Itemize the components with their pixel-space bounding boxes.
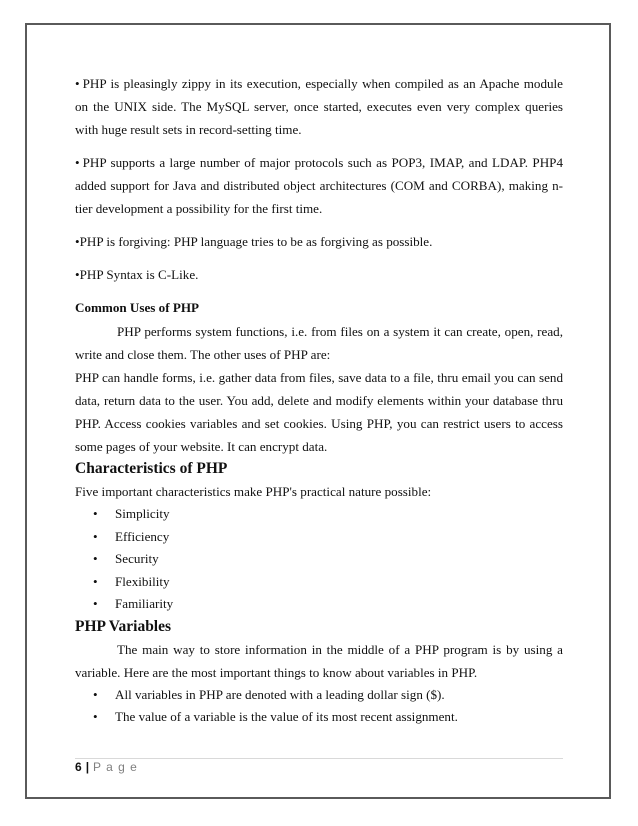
bullet-icon: • <box>93 528 98 544</box>
characteristics-heading: Characteristics of PHP <box>75 460 228 477</box>
variables-list <box>75 684 563 729</box>
bullet-icon: • <box>93 573 98 589</box>
characteristics-intro: Five important characteristics make PHP's practical nature possible: <box>75 484 432 499</box>
common-uses-body: PHP can handle forms, i.e. gather data from files, save data to a file, thru email you can send data, return data to the user. You add, delete and modify elements within your database thru PHP. Access cookies variables and set cookies. Using PHP, you can restrict users to access some pages of your website. It can encrypt data. <box>75 370 563 454</box>
bullet-icon: • <box>93 506 98 521</box>
common-uses-heading: Common Uses of PHP <box>75 300 200 315</box>
page-label: P a g e <box>93 760 138 774</box>
variables-intro: The main way to store information in the middle of a PHP program is by using a variable. Here are the most important things to know about variables in PHP. <box>75 641 563 680</box>
bullet-icon: • <box>75 76 80 91</box>
intro-bullet-text: PHP is pleasingly zippy in its execution, especially when compiled as an Apache module on the UNIX side. The MySQL server, once started, executes even very complex queries with huge result sets in record-setting time. <box>75 76 563 137</box>
intro-bullet-text: PHP Syntax is C-Like. <box>79 267 199 282</box>
intro-bullet-3 <box>75 230 563 253</box>
list-item: • Flexibility <box>75 571 563 594</box>
page-footer <box>75 760 138 774</box>
bullet-icon: • <box>93 596 98 611</box>
bullet-icon: • <box>93 709 98 724</box>
page-number: 6 <box>75 760 83 774</box>
list-item: • Efficiency <box>75 526 563 549</box>
intro-bullet-1 <box>75 72 563 141</box>
bullet-icon: • <box>93 551 98 566</box>
bullet-icon: • <box>75 155 80 170</box>
bullet-icon: • <box>75 234 80 249</box>
intro-bullet-text: PHP supports a large number of major protocols such as POP3, IMAP, and LDAP. PHP4 added support for Java and distributed object architectures (COM and CORBA), making n-tier development a possibility for the first time. <box>75 155 563 216</box>
bullet-icon: • <box>93 686 98 702</box>
common-uses-intro: PHP performs system functions, i.e. from files on a system it can create, open, read, write and close them. The other uses of PHP are: <box>75 324 563 362</box>
characteristics-list <box>75 503 563 616</box>
footer-divider <box>75 758 563 759</box>
intro-bullet-4 <box>75 263 563 286</box>
intro-bullet-text: PHP is forgiving: PHP language tries to be as forgiving as possible. <box>79 234 433 249</box>
list-item: • All variables in PHP are denoted with a leading dollar sign ($). <box>75 684 563 707</box>
list-item: • Simplicity <box>75 503 563 526</box>
intro-bullet-2 <box>75 151 563 220</box>
list-item: • Security <box>75 548 563 571</box>
document-body <box>75 72 563 729</box>
footer-separator: | <box>85 760 91 774</box>
variables-heading: PHP Variables <box>75 617 172 635</box>
list-item: • Familiarity <box>75 593 563 616</box>
bullet-icon: • <box>75 267 80 282</box>
list-item: • The value of a variable is the value of its most recent assignment. <box>75 706 563 729</box>
